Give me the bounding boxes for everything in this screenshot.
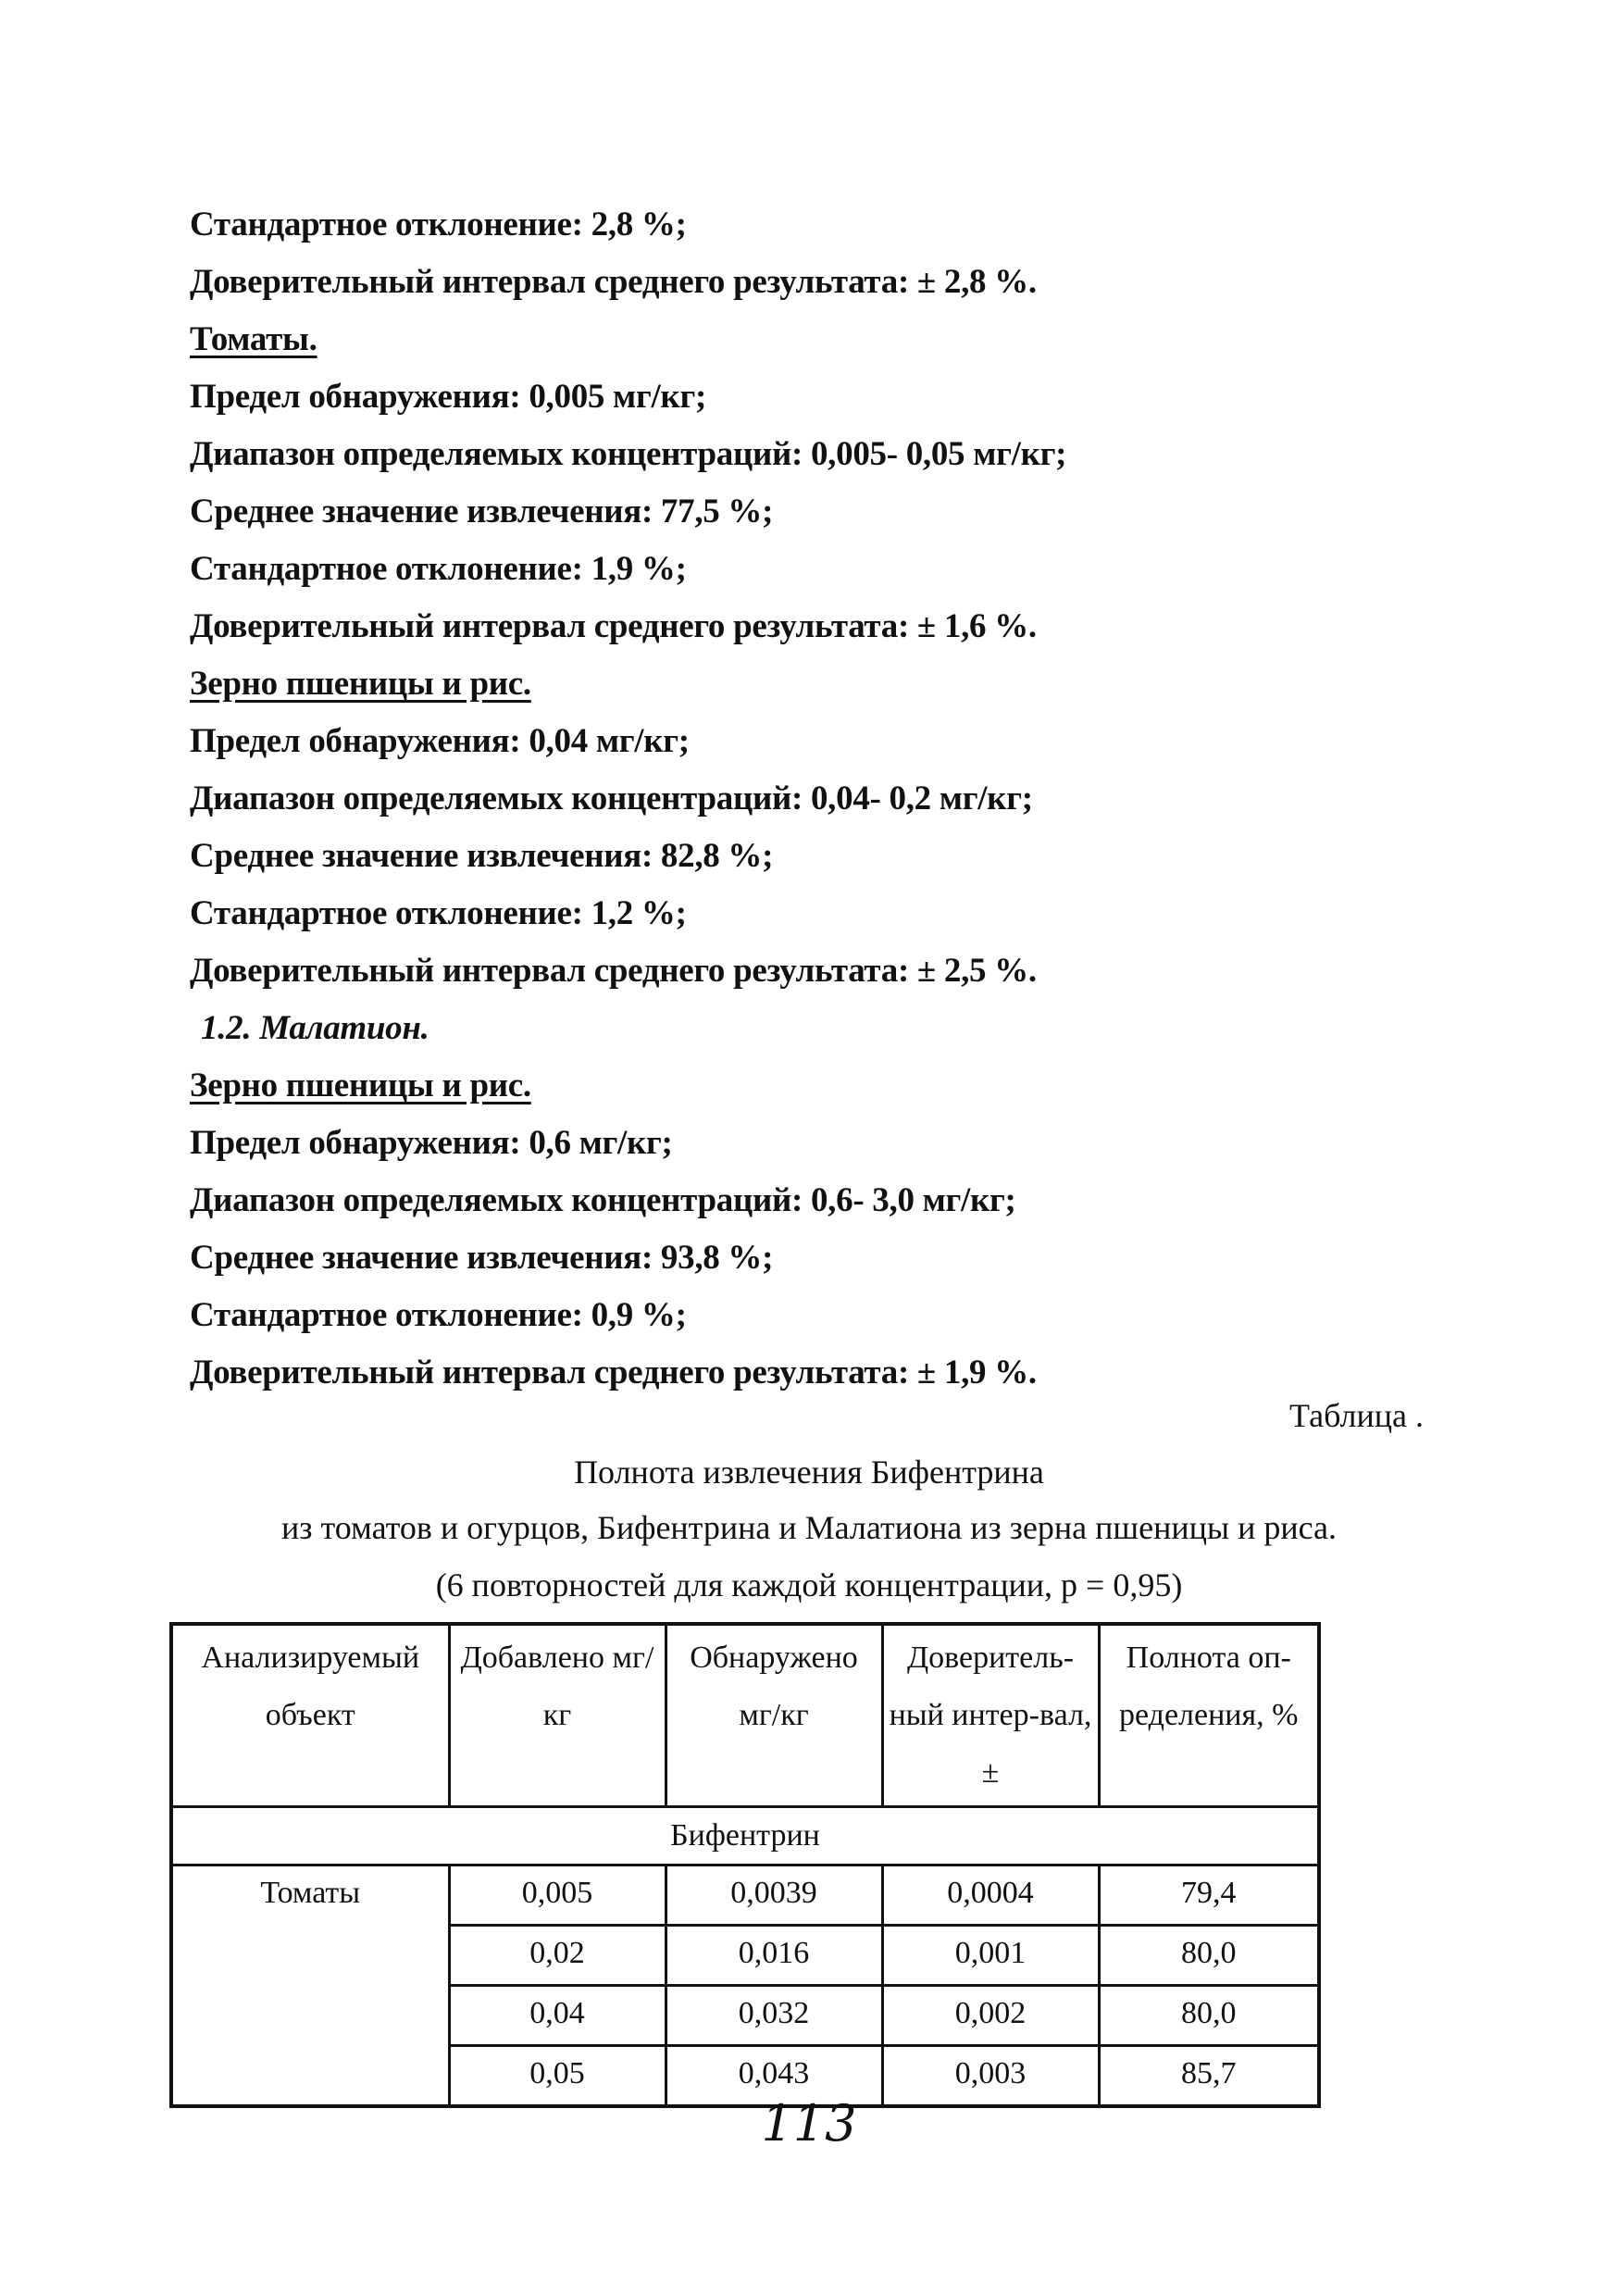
recovery-table bbox=[169, 1622, 1321, 2108]
table-caption-line: (6 повторностей для каждой концентрации, p = 0,95) bbox=[435, 1566, 1183, 1603]
completeness-cell: 79,4 bbox=[1099, 1866, 1319, 1926]
column-header-object: Анализируемый объект bbox=[171, 1624, 449, 1807]
text-line: Предел обнаружения: 0,005 мг/кг; bbox=[190, 378, 706, 416]
completeness-cell: 80,0 bbox=[1099, 1926, 1319, 1986]
text-line: Стандартное отклонение: 0,9 %; bbox=[190, 1296, 687, 1334]
text-line: Диапазон определяемых концентраций: 0,6- 3,0 мг/кг; bbox=[190, 1181, 1016, 1219]
text-line: Предел обнаружения: 0,6 мг/кг; bbox=[190, 1124, 673, 1162]
section-heading-tomatoes: Томаты. bbox=[190, 320, 317, 358]
text-line: Диапазон определяемых концентраций: 0,04- 0,2 мг/кг; bbox=[190, 780, 1033, 817]
added-cell: 0,02 bbox=[449, 1926, 666, 1986]
text-line: Стандартное отклонение: 2,8 %; bbox=[190, 206, 687, 243]
completeness-cell: 80,0 bbox=[1099, 1986, 1319, 2046]
table-caption-line: Полнота извлечения Бифентрина bbox=[574, 1454, 1044, 1491]
interval-cell: 0,003 bbox=[882, 2046, 1099, 2107]
text-line: Стандартное отклонение: 1,2 %; bbox=[190, 894, 687, 932]
text-line: Доверительный интервал среднего результата: ± 2,5 %. bbox=[190, 952, 1037, 990]
added-cell: 0,05 bbox=[449, 2046, 666, 2107]
interval-cell: 0,0004 bbox=[882, 1866, 1099, 1926]
text-line: Стандартное отклонение: 1,9 %; bbox=[190, 550, 687, 588]
text-line: Среднее значение извлечения: 82,8 %; bbox=[190, 837, 774, 875]
column-header-added: Добавлено мг/кг bbox=[449, 1624, 666, 1807]
table-label: Таблица . bbox=[1289, 1397, 1424, 1434]
table-group-row bbox=[171, 1807, 1319, 1866]
page-number: 113 bbox=[761, 2094, 857, 2152]
found-cell: 0,0039 bbox=[666, 1866, 882, 1926]
column-header-completeness: Полнота оп-ределения, % bbox=[1099, 1624, 1319, 1807]
text-line: Доверительный интервал среднего результата: ± 1,6 %. bbox=[190, 607, 1037, 645]
table-header-row bbox=[171, 1624, 1319, 1807]
table-row bbox=[171, 1866, 1319, 1926]
column-header-found: Обнаружено мг/кг bbox=[666, 1624, 882, 1807]
body-text bbox=[190, 196, 1393, 1402]
section-heading-grain: Зерно пшеницы и рис. bbox=[190, 1067, 531, 1104]
text-line: Предел обнаружения: 0,04 мг/кг; bbox=[190, 722, 690, 760]
found-cell: 0,032 bbox=[666, 1986, 882, 2046]
interval-cell: 0,001 bbox=[882, 1926, 1099, 1986]
found-cell: 0,043 bbox=[666, 2046, 882, 2107]
column-header-interval: Доверитель-ный интер-вал, ± bbox=[882, 1624, 1099, 1807]
interval-cell: 0,002 bbox=[882, 1986, 1099, 2046]
found-cell: 0,016 bbox=[666, 1926, 882, 1986]
text-line: Среднее значение извлечения: 77,5 %; bbox=[190, 493, 774, 530]
table-caption-line: из томатов и огурцов, Бифентрина и Малатиона из зерна пшеницы и риса. bbox=[280, 1509, 1337, 1546]
added-cell: 0,005 bbox=[449, 1866, 666, 1926]
text-line: Среднее значение извлечения: 93,8 %; bbox=[190, 1239, 774, 1277]
completeness-cell: 85,7 bbox=[1099, 2046, 1319, 2107]
text-line: Доверительный интервал среднего результата: ± 2,8 %. bbox=[190, 263, 1037, 301]
text-line: Диапазон определяемых концентраций: 0,005- 0,05 мг/кг; bbox=[190, 435, 1067, 473]
added-cell: 0,04 bbox=[449, 1986, 666, 2046]
section-heading-grain: Зерно пшеницы и рис. bbox=[190, 665, 531, 703]
group-label: Бифентрин bbox=[171, 1807, 1319, 1866]
subsection-heading-malathion: 1.2. Малатион. bbox=[201, 1009, 429, 1047]
text-line: Доверительный интервал среднего результата: ± 1,9 %. bbox=[190, 1354, 1037, 1391]
object-cell: Томаты bbox=[171, 1866, 449, 2107]
